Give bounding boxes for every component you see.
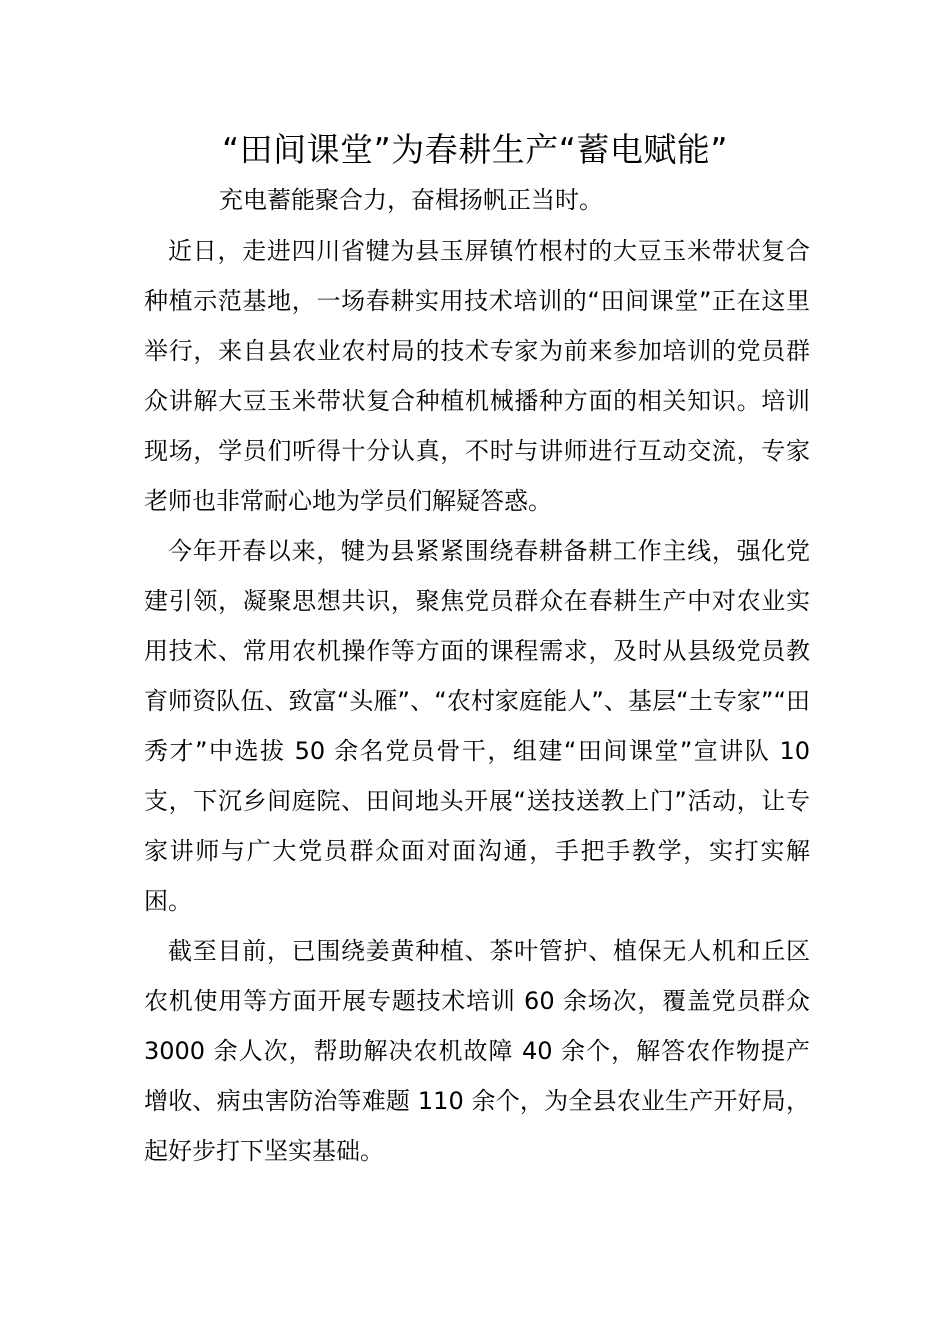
document-title: “田间课堂”为春耕生产“蓄电赋能” [222,130,728,169]
paragraph: 近日，走进四川省犍为县玉屏镇竹根村的大豆玉米带状复合种植示范基地，一场春耕实用技术培训的“田间课堂”正在这里举行，来自县农业农村局的技术专家为前来参加培训的党员群众讲解大豆玉米带状复合种植机械播种方面的相关知识。培训现场，学员们听得十分认真，不时与讲师进行互动交流，专家老师也非常耐心地为学员们解疑答惑。 [144,237,810,515]
paragraph: 截至目前，已围绕姜黄种植、茶叶管护、植保无人机和丘区农机使用等方面开展专题技术培训 60 余场次，覆盖党员群众 3000 余人次，帮助解决农机故障 40 余个，解答农作物提产增收、病虫害防治等难题 110 余个，为全县农业生产开好局，起好步打下坚实基础。 [144,937,810,1165]
document-body [144,226,810,1176]
document-subtitle: 充电蓄能聚合力，奋楫扬帆正当时。 [219,186,603,214]
paragraph: 今年开春以来，犍为县紧紧围绕春耕备耕工作主线，强化党建引领，凝聚思想共识，聚焦党员群众在春耕生产中对农业实用技术、常用农机操作等方面的课程需求，及时从县级党员教育师资队伍、致富“头雁”、“农村家庭能人”、基层“土专家”“田秀才”中选拔 50 余名党员骨干，组建“田间课堂”宣讲队 10 支，下沉乡间庭院、田间地头开展“送技送教上门”活动，让专家讲师与广大党员群众面对面沟通，手把手教学，实打实解困。 [144,537,810,915]
